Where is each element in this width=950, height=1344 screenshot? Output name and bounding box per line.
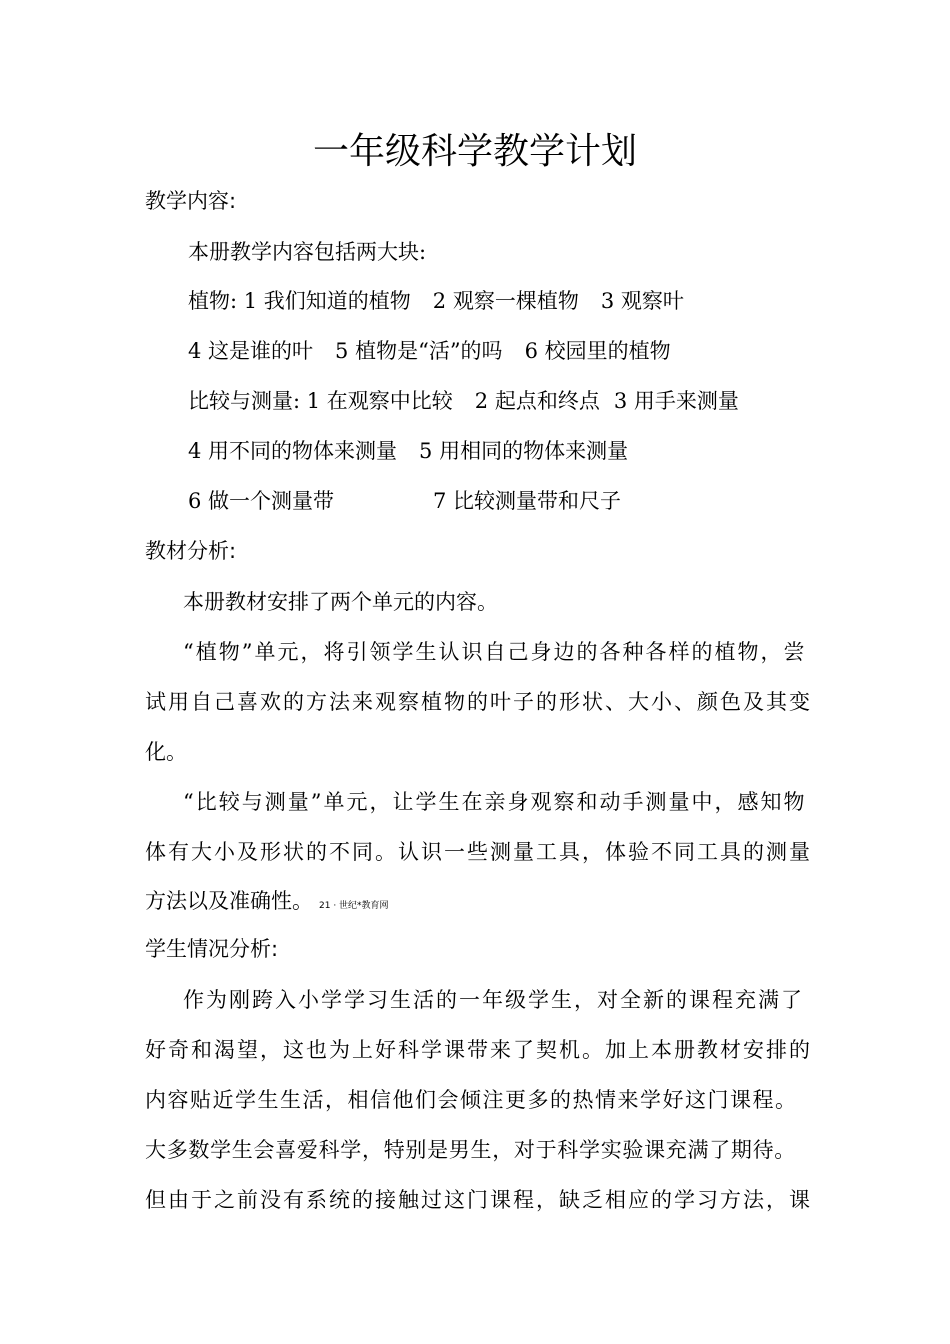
textbook-paragraph-2-line-2: 试用自己喜欢的方法来观察植物的叶子的形状、大小、颜色及其变 — [145, 690, 812, 714]
students-line-5: 但由于之前没有系统的接触过这门课程，缺乏相应的学习方法，课 — [145, 1188, 812, 1212]
content-plants-line-1 — [188, 286, 684, 316]
students-line-3: 内容贴近学生生活，相信他们会倾注更多的热情来学好这门课程。 — [145, 1088, 798, 1112]
measure-item-1: 比较与测量: 1 在观察中比较 — [188, 389, 453, 413]
content-measure-line-3 — [188, 486, 334, 516]
section-heading-students: 学生情况分析: — [145, 937, 279, 961]
measure-item-6: 6 做一个测量带 — [188, 489, 335, 513]
measure-item-4: 4 用不同的物体来测量 — [188, 439, 398, 463]
measure-item-2: 2 起点和终点 — [474, 389, 600, 413]
textbook-paragraph-3-line-3 — [145, 886, 389, 921]
textbook-paragraph-2-line-1: “植物”单元，将引领学生认识自己身边的各种各样的植物，尝 — [183, 640, 807, 664]
plants-item-6: 6 校园里的植物 — [524, 339, 671, 363]
textbook-paragraph-3-line-2: 体有大小及形状的不同。认识一些测量工具，体验不同工具的测量 — [145, 840, 812, 864]
plants-item-1: 植物: 1 我们知道的植物 — [188, 289, 411, 313]
plants-item-2: 2 观察一棵植物 — [432, 289, 579, 313]
plants-item-5: 5 植物是“活”的吗 — [335, 339, 503, 363]
section-heading-textbook: 教材分析: — [145, 539, 237, 563]
plants-item-4: 4 这是谁的叶 — [188, 339, 314, 363]
plants-item-3: 3 观察叶 — [600, 289, 684, 313]
students-line-1: 作为刚跨入小学学习生活的一年级学生，对全新的课程充满了 — [183, 988, 804, 1012]
section-heading-content: 教学内容: — [145, 189, 237, 213]
content-measure-line-1 — [188, 386, 739, 416]
measure-item-7: 7 比较测量带和尺子 — [433, 489, 622, 513]
measure-item-3: 3 用手来测量 — [613, 389, 739, 413]
content-plants-line-2 — [188, 336, 671, 366]
students-line-2: 好奇和渴望，这也为上好科学课带来了契机。加上本册教材安排的 — [145, 1038, 812, 1062]
students-line-4: 大多数学生会喜爱科学，特别是男生，对于科学实验课充满了期待。 — [145, 1138, 796, 1162]
measure-item-5: 5 用相同的物体来测量 — [419, 439, 629, 463]
textbook-paragraph-1: 本册教材安排了两个单元的内容。 — [183, 590, 498, 614]
textbook-paragraph-3-text: 方法以及准确性。 — [145, 889, 313, 913]
page-title: 一年级科学教学计划 — [312, 131, 637, 172]
textbook-paragraph-3-line-1: “比较与测量”单元，让学生在亲身观察和动手测量中，感知物 — [183, 790, 807, 814]
content-measure-line-2 — [188, 436, 628, 466]
watermark-note: 21 · 世纪*教育网 — [319, 901, 389, 911]
content-intro: 本册教学内容包括两大块: — [188, 240, 427, 264]
textbook-paragraph-2-line-3: 化。 — [145, 740, 187, 764]
content-measure-line-3b — [433, 486, 621, 516]
